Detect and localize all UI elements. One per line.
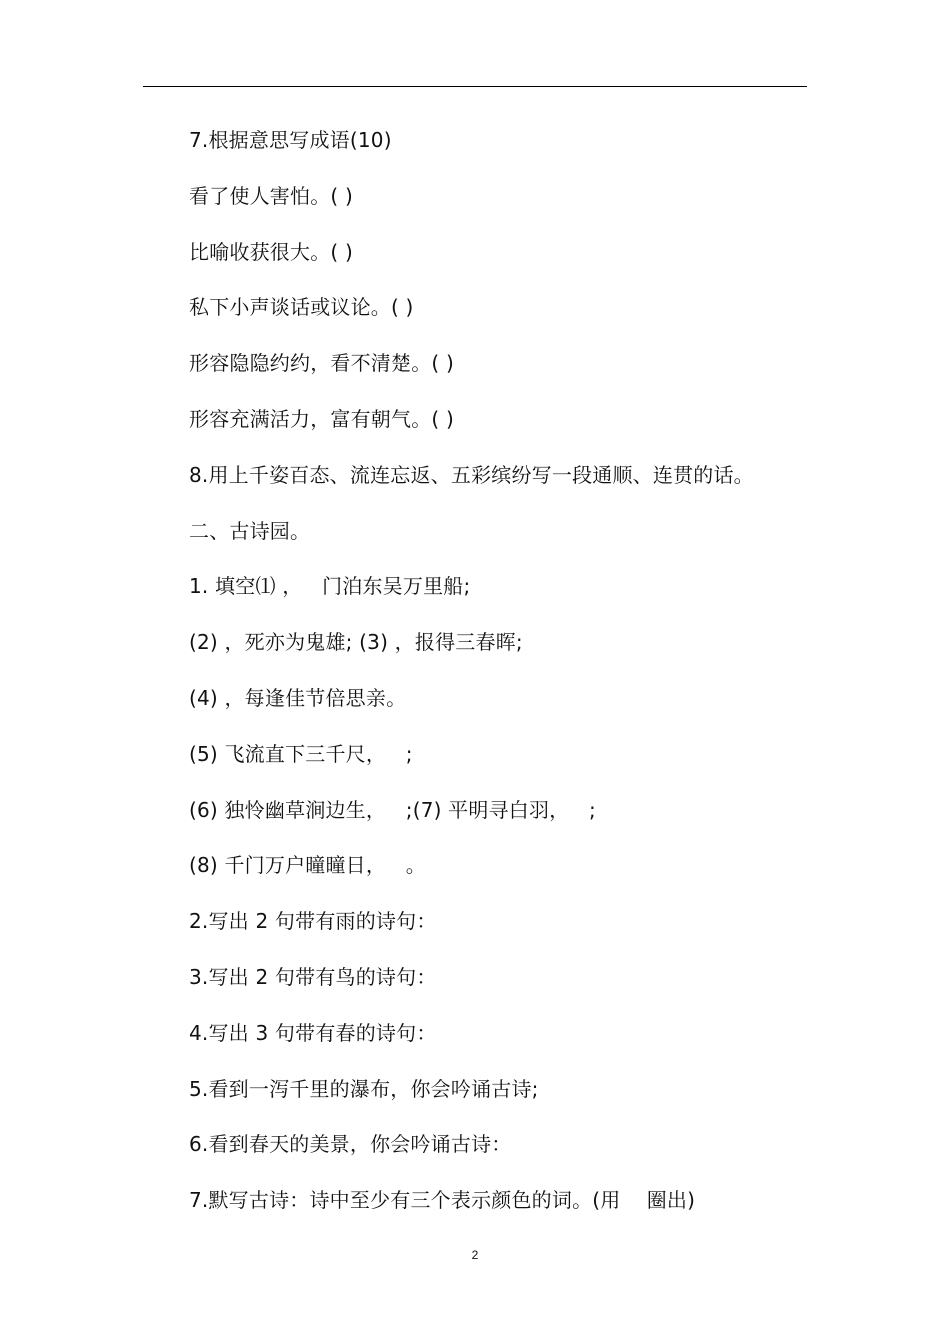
poetry-question-3: 3.写出 2 句带有鸟的诗句： — [189, 964, 437, 989]
section-heading-poetry: 二、古诗园。 — [189, 518, 311, 543]
idiom-prompt-2: 比喻收获很大。( ) — [189, 239, 353, 264]
page-number: 2 — [471, 1248, 479, 1262]
fill-blank-line-4: (5) 飞流直下三千尺， ; — [189, 741, 413, 766]
poetry-question-6: 6.看到春天的美景，你会吟诵古诗： — [189, 1132, 512, 1157]
poetry-question-2: 2.写出 2 句带有雨的诗句： — [189, 909, 437, 934]
idiom-prompt-3: 私下小声谈话或议论。( ) — [189, 295, 414, 320]
fill-blank-line-5: (6) 独怜幽草涧边生， ;(7) 平明寻白羽， ; — [189, 797, 596, 822]
document-body — [189, 124, 829, 1240]
fill-blank-line-2: (2) ，死亦为鬼雄; (3) ，报得三春晖; — [189, 630, 523, 655]
idiom-prompt-5: 形容充满活力，富有朝气。( ) — [189, 406, 454, 431]
poetry-question-7: 7.默写古诗：诗中至少有三个表示颜色的词。(用 圈出) — [189, 1188, 696, 1213]
fill-blank-line-6: (8) 千门万户曈曈日， 。 — [189, 853, 426, 878]
fill-blank-line-3: (4) ，每逢佳节倍思亲。 — [189, 685, 407, 710]
question-8: 8.用上千姿百态、流连忘返、五彩缤纷写一段通顺、连贯的话。 — [189, 462, 754, 487]
poetry-question-4: 4.写出 3 句带有春的诗句： — [189, 1020, 437, 1045]
fill-blank-line-1: 1. 填空⑴ ， 门泊东吴万里船; — [189, 574, 471, 599]
idiom-prompt-4: 形容隐隐约约，看不清楚。( ) — [189, 351, 454, 376]
idiom-prompt-1: 看了使人害怕。( ) — [189, 183, 353, 208]
question-7-heading: 7.根据意思写成语(10) — [189, 128, 392, 152]
header-rule — [143, 86, 807, 87]
poetry-question-5: 5.看到一泻千里的瀑布，你会吟诵古诗; — [189, 1076, 539, 1101]
